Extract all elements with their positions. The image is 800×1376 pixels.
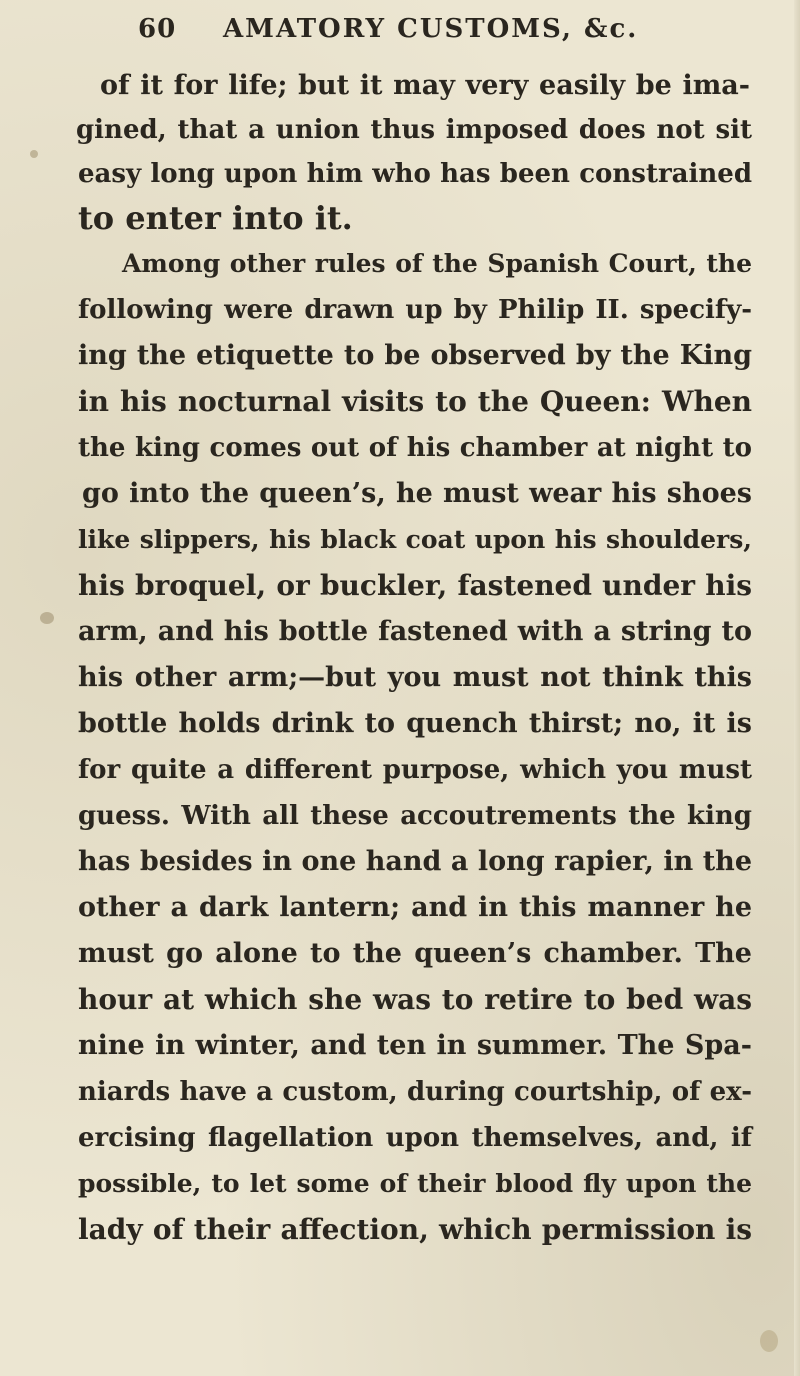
text-line: has besides in one hand a long rapier, in the bbox=[78, 846, 752, 877]
text-line: hour at which she was to retire to bed was bbox=[78, 983, 752, 1016]
foxing-spot bbox=[40, 612, 54, 624]
text-line: ing the etiquette to be observed by the King bbox=[78, 340, 752, 371]
foxing-spot bbox=[30, 150, 38, 158]
text-line: nine in winter, and ten in summer. The Spa- bbox=[78, 1030, 752, 1061]
text-line: Among other rules of the Spanish Court, the bbox=[122, 249, 752, 278]
text-line: gined, that a union thus imposed does not sit bbox=[76, 115, 752, 145]
text-line: lady of their affection, which permission is bbox=[78, 1213, 752, 1246]
text-line: his other arm;—but you must not think this bbox=[78, 662, 752, 693]
text-line: arm, and his bottle fastened with a string to bbox=[78, 616, 752, 647]
text-line: niards have a custom, during courtship, of ex- bbox=[78, 1077, 752, 1107]
page-number: 60 bbox=[138, 14, 177, 44]
text-line: ercising flagellation upon themselves, and, if bbox=[78, 1123, 752, 1153]
text-line: like slippers, his black coat upon his shoulders, bbox=[78, 525, 752, 554]
text-line: to enter into it. bbox=[78, 199, 353, 237]
text-line: the king comes out of his chamber at night to bbox=[78, 433, 752, 463]
text-line: must go alone to the queen’s chamber. The bbox=[78, 938, 752, 969]
text-line: possible, to let some of their blood fly upon the bbox=[78, 1169, 752, 1198]
text-line: in his nocturnal visits to the Queen: When bbox=[78, 385, 752, 418]
text-line: of it for life; but it may very easily be ima- bbox=[100, 70, 750, 101]
text-line: for quite a different purpose, which you must bbox=[78, 755, 752, 785]
text-line: bottle holds drink to quench thirst; no, it is bbox=[78, 708, 752, 739]
foxing-spot bbox=[760, 1330, 778, 1352]
page-edge-shadow bbox=[794, 0, 800, 1376]
text-line: his broquel, or buckler, fastened under his bbox=[78, 569, 752, 602]
text-line: other a dark lantern; and in this manner he bbox=[78, 892, 752, 923]
running-head-title: AMATORY CUSTOMS, &c. bbox=[223, 14, 639, 44]
text-line: guess. With all these accoutrements the king bbox=[78, 801, 752, 831]
text-line: following were drawn up by Philip II. specify- bbox=[78, 295, 752, 325]
text-line: easy long upon him who has been constrained bbox=[78, 159, 752, 189]
running-header bbox=[0, 14, 800, 54]
text-line: go into the queen’s, he must wear his shoes bbox=[82, 478, 752, 509]
